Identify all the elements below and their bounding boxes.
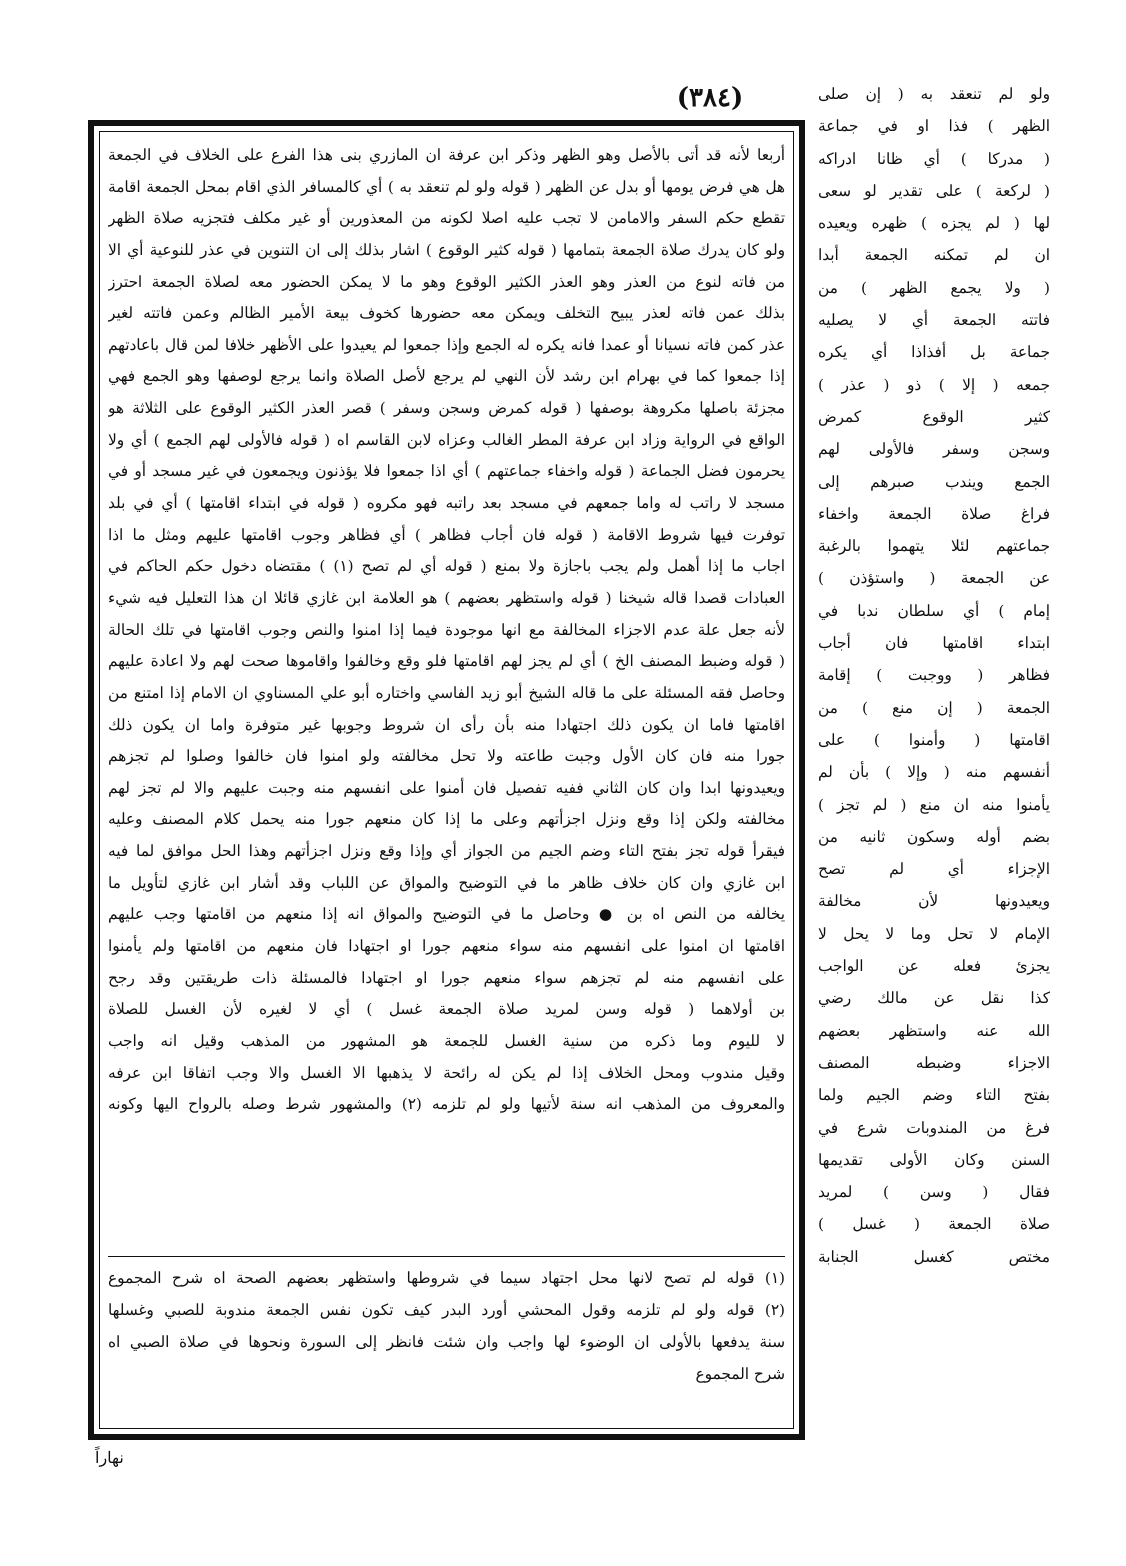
commentary-line: مسجد لا راتب له واما جمعهم في مسجد بعد راتبه فهو مكروه ( قوله في ابتداء اقامتها ) أي في بلد [108, 494, 785, 513]
margin-line: كذا نقل عن مالك رضي [818, 989, 1050, 1008]
margin-line: عن الجمعة ( واستؤذن ) [818, 569, 1050, 588]
margin-line: ان لم تمكنه الجمعة أبدا [818, 246, 1050, 265]
commentary-line: هل هي فرض يومها أو بدل عن الظهر ( قوله ولو لم تنعقد به ) أي كالمسافر الذي اقام بمحل الجمعة اقامة [108, 177, 785, 196]
commentary-line: والمعروف من المذهب انه سنة لأتيها ولو لم تلزمه (٢) والمشهور شرط وصله بالرواح اليها وكونه [108, 1095, 785, 1114]
commentary-line: لا لليوم وما ذكره من سنية الغسل للجمعة هو المشهور من المذهب وقيل انه واجب [108, 1031, 785, 1050]
commentary-line: تقطع حكم السفر والامامن لا تجب عليه اصلا لكونه من المعذورين أو غير مكلف فتجزيه صلاة الظهر [108, 209, 785, 228]
footnote-line: شرح المجموع [695, 1365, 785, 1383]
margin-line: ( مدركا ) أي ظانا ادراكه [818, 149, 1050, 168]
commentary-line: بن أولاهما ( قوله وسن لمريد صلاة الجمعة غسل ) أي لا لغيره لأن الغسل للصلاة [108, 1000, 785, 1019]
margin-line: الله عنه واستظهر بعضهم [818, 1021, 1050, 1040]
margin-line: فقال ( وسن ) لمريد [818, 1183, 1050, 1202]
commentary-frame [88, 120, 805, 1440]
commentary-line: الواقع في الرواية وزاد ابن عرفة المطر الغالب وعزاه لابن القاسم اه ( قوله فالأولى لهم الجمع ) أي ولا [108, 430, 785, 449]
margin-line: ويعيدونها لأن مخالفة [818, 892, 1050, 911]
margin-line: أنفسهم منه ( وإلا ) بأن لم [818, 763, 1050, 782]
margin-line: الجمع ويندب صبرهم إلى [818, 472, 1050, 491]
margin-line: بضم أوله وسكون ثانيه من [818, 827, 1050, 846]
margin-line: مختص كغسل الجنابة [818, 1247, 1050, 1266]
footnote-line: (٢) قوله ولو لم تلزمه وقول المحشي أورد البدر كيف تكون نفس الجمعة مندوبة للصبي وغسلها [108, 1301, 785, 1319]
margin-line: فراغ صلاة الجمعة واخفاء [818, 504, 1050, 523]
margin-line: فظاهر ( ووجبت ) إقامة [818, 666, 1050, 685]
footnote-divider [108, 1256, 785, 1257]
main-text-margin-column [818, 78, 1050, 1478]
commentary-line: ولو كان يدرك صلاة الجمعة بتمامها ( قوله كثير الوقوع ) اشار بذلك إلى ان التنوين في عذر للنوعية أي الا [108, 240, 785, 259]
margin-line: بفتح التاء وضم الجيم ولما [818, 1086, 1050, 1105]
margin-line: الظهر ) فذا او في جماعة [818, 117, 1050, 136]
commentary-line: اقامتها ان امنوا على انفسهم منه سواء منعهم جورا او اجتهادا فان منعهم من اقامتها ولم يأمنوا [108, 937, 785, 956]
margin-line: الاجزاء وضبطه المصنف [818, 1053, 1050, 1072]
margin-line: فاتته الجمعة أي لا يصليه [818, 311, 1050, 330]
commentary-line: يخالفه من النص اه بن ● وحاصل ما في التوضيح والمواق انه إذا منعهم من اقامتها وجب عليهم [108, 905, 785, 924]
margin-line: ( ولا يجمع الظهر ) من [818, 278, 1050, 297]
margin-line: الإجزاء أي لم تصح [818, 860, 1050, 879]
commentary-line: وحاصل فقه المسئلة على ما قاله الشيخ أبو زيد الفاسي واختاره أبو علي المسناوي ان الامام إذا امتنع من [108, 683, 785, 702]
commentary-line: اجاب ما إذا أهمل ولم يجب باجازة ولا بمنع ( قوله أي لم تصح (١) ) مقتضاه دخول حكم الحاكم في [108, 557, 785, 576]
commentary-line: بذلك عمن فاته لعذر يبيح التخلف ويمكن معه حضورها كخوف بيعة الأمير الظالم وعمن فاتته لغير [108, 304, 785, 323]
commentary-line: مخالفته ولكن إذا وقع ونزل اجزأتهم وعلى ما إذا كان منعهم جورا منه يحمل كلام المصنف وعليه [108, 810, 785, 829]
margin-line: الإمام لا تحل وما لا يحل لا [818, 924, 1050, 943]
margin-line: ولو لم تنعقد به ( إن صلى [818, 85, 1050, 103]
commentary-line: ( قوله وضبط المصنف الخ ) أي لم يجز لهم اقامتها فلو وقع وخالفوا واقاموها صحت لهم ولا اعادة عليهم [108, 652, 785, 671]
commentary-line: ويعيدونها ابدا وان كان الثاني ففيه تفصيل فان أمنوا على انفسهم منه وجبت عليهم والا لم تجز لهم [108, 778, 785, 797]
footnotes [108, 1262, 785, 1422]
commentary-line: عذر كمن فاته نسيانا أو عمدا فانه يكره له الجمع وإذا جمعوا لم يعيدوا على الأظهر خلافا لمن قال باعادتهم [108, 335, 785, 354]
commentary-line: إذا جمعوا كما في بهرام ابن رشد لأن النهي لم يرجع لأصل الصلاة وانما يرجع لوصفها وهو الجمع فهي [108, 367, 785, 386]
commentary-line: فيقرأ قوله تجز بفتح التاء وضم الجيم من الجواز أي وإذا وقع ونزل اجزأتهم وهذا الحل موافق لما فيه [108, 842, 785, 861]
commentary-text [108, 140, 785, 1248]
commentary-line: جورا منه فان كان الأول وجبت طاعته ولا تحل مخالفته ولو امنوا فان خالفوا وصلوا لم تجزهم [108, 747, 785, 766]
footnote-line: (١) قوله لم تصح لانها محل اجتهاد سيما في شروطها واستظهر بعضهم الصحة اه شرح المجموع [108, 1269, 785, 1287]
margin-line: ( لركعة ) على تقدير لو سعى [818, 181, 1050, 200]
commentary-line: أربعا لأنه قد أتى بالأصل وهو الظهر وذكر ابن عرفة ان المازري بنى هذا الفرع على الخلاف في الجمعة [108, 146, 785, 164]
margin-line: فرغ من المندوبات شرع في [818, 1118, 1050, 1137]
margin-line: اقامتها ( وأمنوا ) على [818, 730, 1050, 749]
margin-line: يجزئ فعله عن الواجب [818, 957, 1050, 976]
catchword: نهاراً [95, 1448, 124, 1467]
margin-line: جمعه ( إلا ) ذو ( عذر ) [818, 375, 1050, 394]
margin-line: لها ( لم يجزه ) ظهره ويعيده [818, 214, 1050, 233]
margin-line: وسجن وسفر فالأولى لهم [818, 440, 1050, 459]
margin-line: جماعتهم لئلا يتهموا بالرغبة [818, 537, 1050, 556]
commentary-line: العبادات قصدا قاله شيخنا ( قوله واستظهر بعضهم ) هو العلامة ابن غازي قائلا ان هذا التعليل فيه شيء [108, 588, 785, 607]
margin-line: إمام ) أي سلطان ندبا في [818, 601, 1050, 620]
margin-line: جماعة بل أفذاذا أي يكره [818, 343, 1050, 362]
commentary-line: توفرت فيها شروط الاقامة ( قوله فان أجاب فظاهر ) أي فظاهر وجوب اقامتها عليهم ومثل ما اذا [108, 525, 785, 544]
margin-line: صلاة الجمعة ( غسل ) [818, 1215, 1050, 1234]
footnote-line: سنة يدفعها بالأولى ان الوضوء لها واجب وان شئت فانظر إلى السورة ونحوها في صلاة الصبي اه [108, 1333, 785, 1351]
commentary-line: مجزئة باصلها مكروهة بوصفها ( قوله كمرض وسجن وسفر ) قصر العذر الكثير الوقوع على الثلاثة هو [108, 399, 785, 418]
commentary-line: اقامتها فاما ان يكون ذلك اجتهادا منه بأن رأى ان شروط وجوبها غير متوفرة واما ان يكون ذلك [108, 715, 785, 734]
commentary-line: على انفسهم منه لم تجزهم سواء منعهم جورا او اجتهادا فالمسئلة ذات طريقتين وقد رجح [108, 968, 785, 987]
commentary-line: لأنه جعل علة عدم الاجزاء المخالفة مع انها موجودة فيما إذا امنوا والنص وجوب اقامتها في تلك الحالة [108, 620, 785, 639]
commentary-line: وقيل مندوب ومحل الخلاف إذا لم يكن له رائحة لا يذهبها الا الغسل والا وجب اتفاقا ابن عرفه [108, 1063, 785, 1082]
margin-line: السنن وكان الأولى تقديمها [818, 1150, 1050, 1169]
margin-line: يأمنوا منه ان منع ( لم تجز ) [818, 795, 1050, 814]
commentary-line: من فاته لنوع من العذر وهو العذر الكثير الوقوع وهو ما لا يمكن الحضور معه لصلاة الجمعة احترز [108, 272, 785, 291]
page-number: (٣٨٤) [676, 83, 744, 113]
commentary-line: يحرمون فضل الجماعة ( قوله واخفاء جماعتهم ) أي اذا جمعوا فلا يؤذنون ويجمعون في غير مسجد أو في [108, 462, 785, 481]
margin-line: الجمعة ( إن منع ) من [818, 698, 1050, 717]
margin-line: ابتداء اقامتها فان أجاب [818, 634, 1050, 653]
commentary-line: ابن غازي وان كان خلاف ظاهر ما في التوضيح والمواق عن اللباب وقد أشار ابن غازي لتأويل ما [108, 873, 785, 892]
margin-line: كثير الوقوع كمرض [818, 407, 1050, 426]
